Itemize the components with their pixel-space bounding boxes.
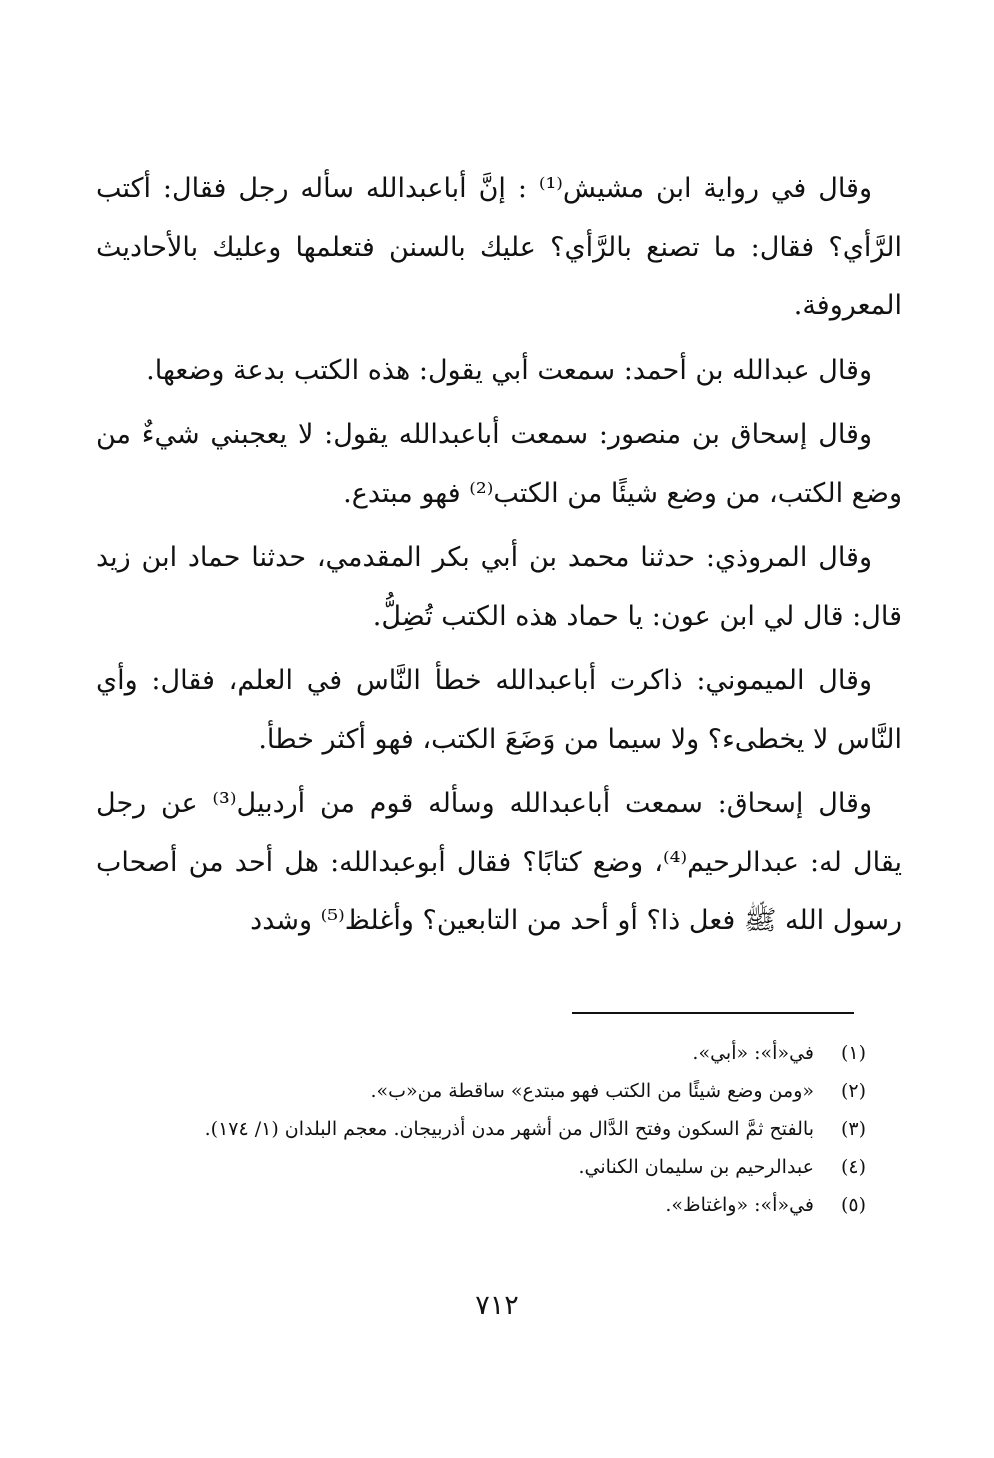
footnote-number: (١) bbox=[840, 1042, 866, 1064]
footnote-number: (٣) bbox=[840, 1118, 866, 1140]
footnote-2 bbox=[96, 1072, 866, 1110]
paragraph-5: وقال الميموني: ذاكرت أباعبدالله خطأ النَّاس في العلم، فقال: وأي النَّاس لا يخطىء؟ ولا سيما من وَضَعَ الكتب، فهو أكثر خطأ. bbox=[96, 665, 902, 755]
footnote-number: (٥) bbox=[840, 1194, 866, 1216]
footnote-text: في«أ»: «واغتاظ». bbox=[665, 1194, 814, 1216]
footnotes bbox=[96, 1034, 866, 1224]
footnote-text: في«أ»: «أبي». bbox=[692, 1042, 814, 1064]
paragraph-1: وقال في رواية ابن مشيش⁽¹⁾ : إنَّ أباعبدالله سأله رجل فقال: أكتب الرَّأي؟ فقال: ما تصنع بالرَّأي؟ عليك بالسنن فتعلمها وعليك بالأحاديث المعروفة. bbox=[96, 173, 902, 321]
paragraph-3: وقال إسحاق بن منصور: سمعت أباعبدالله يقول: لا يعجبني شيءٌ من وضع الكتب، من وضع شيئًا من الكتب⁽²⁾ فهو مبتدع. bbox=[96, 419, 902, 509]
page-number: ٧١٢ bbox=[475, 1290, 519, 1321]
footnote-text: عبدالرحيم بن سليمان الكناني. bbox=[578, 1156, 814, 1178]
footnote-3 bbox=[96, 1110, 866, 1148]
footnote-separator bbox=[572, 1012, 854, 1014]
footnote-4 bbox=[96, 1148, 866, 1186]
footnote-1 bbox=[96, 1034, 866, 1072]
footnote-number: (٤) bbox=[840, 1156, 866, 1178]
footnote-number: (٢) bbox=[840, 1080, 866, 1102]
main-text bbox=[96, 160, 902, 957]
footnote-5 bbox=[96, 1186, 866, 1224]
paragraph-4: وقال المروذي: حدثنا محمد بن أبي بكر المقدمي، حدثنا حماد ابن زيد قال: قال لي ابن عون: يا حماد هذه الكتب تُضِلُّ. bbox=[96, 542, 902, 632]
footnote-text: «ومن وضع شيئًا من الكتب فهو مبتدع» ساقطة من«ب». bbox=[370, 1080, 814, 1102]
footnote-text: بالفتح ثمَّ السكون وفتح الدَّال من أشهر مدن أذربيجان. معجم البلدان (١/ ١٧٤). bbox=[204, 1118, 814, 1140]
paragraph-2: وقال عبدالله بن أحمد: سمعت أبي يقول: هذه الكتب بدعة وضعها. bbox=[146, 354, 872, 386]
paragraph-6: وقال إسحاق: سمعت أباعبدالله وسأله قوم من أردبيل⁽³⁾ عن رجل يقال له: عبدالرحيم⁽⁴⁾، وضع كتابًا؟ فقال أبوعبدالله: هل أحد من أصحاب رسول الله ﷺ فعل ذا؟ أو أحد من التابعين؟ وأغلظ⁽⁵⁾ وشدد bbox=[96, 788, 902, 936]
